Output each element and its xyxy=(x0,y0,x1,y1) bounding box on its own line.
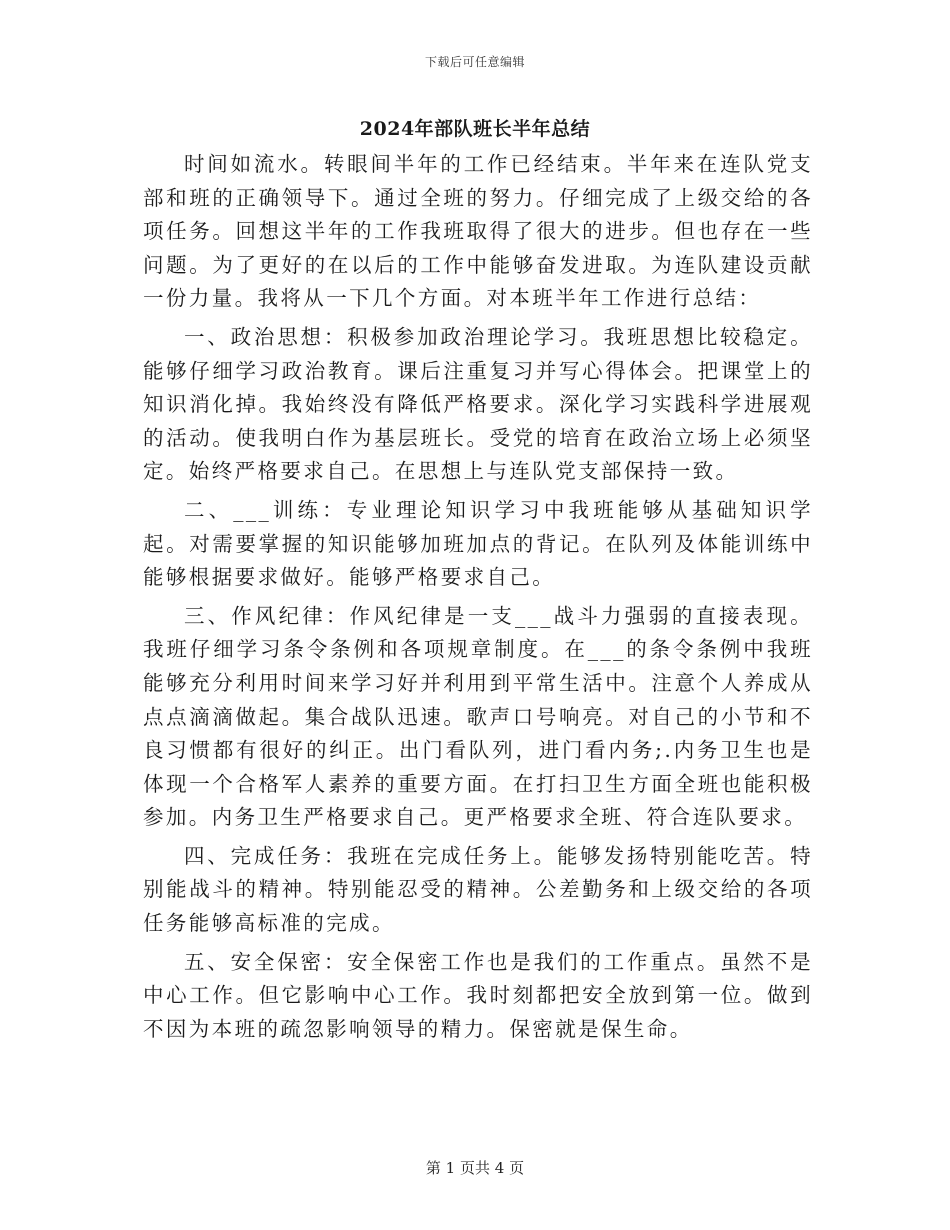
page-footer: 第 1 页共 4 页 xyxy=(425,1159,525,1177)
paragraph-discipline: 三、作风纪律：作风纪律是一支___战斗力强弱的直接表现。我班仔细学习条令条例和各项规章制度。在___的条令条例中我班能够充分利用时间来学习好并利用到平常生活中。注意个人养成从点点滴滴做起。集合战队迅速。歌声口号响亮。对自己的小节和不良习惯都有很好的纠正。出门看队列，进门看内务;.内务卫生也是体现一个合格军人素养的重要方面。在打扫卫生方面全班也能积极参加。内务卫生严格要求自己。更严格要求全班、符合连队要求。 xyxy=(143,603,813,830)
paragraph-tasks: 四、完成任务：我班在完成任务上。能够发扬特别能吃苦。特别能战斗的精神。特别能忍受的精神。公差勤务和上级交给的各项任务能够高标准的完成。 xyxy=(143,843,813,936)
paragraph-political-thought: 一、政治思想：积极参加政治理论学习。我班思想比较稳定。能够仔细学习政治教育。课后注重复习并写心得体会。把课堂上的知识消化掉。我始终没有降低严格要求。深化学习实践科学进展观的活动。使我明白作为基层班长。受党的培育在政治立场上必须坚定。始终严格要求自己。在思想上与连队党支部保持一致。 xyxy=(143,324,813,484)
document-title: 2024年部队班长半年总结 xyxy=(359,118,591,140)
header-note: 下载后可任意编辑 xyxy=(424,55,525,69)
paragraph-intro: 时间如流水。转眼间半年的工作已经结束。半年来在连队党支部和班的正确领导下。通过全班的努力。仔细完成了上级交给的各项任务。回想这半年的工作我班取得了很大的进步。但也存在一些问题。为了更好的在以后的工作中能够奋发进取。为连队建设贡献一份力量。我将从一下几个方面。对本班半年工作进行总结： xyxy=(143,152,813,311)
paragraph-security: 五、安全保密：安全保密工作也是我们的工作重点。虽然不是中心工作。但它影响中心工作。我时刻都把安全放到第一位。做到不因为本班的疏忽影响领导的精力。保密就是保生命。 xyxy=(143,949,813,1041)
document-body xyxy=(143,148,813,1051)
paragraph-training: 二、___训练：专业理论知识学习中我班能够从基础知识学起。对需要掌握的知识能够加班加点的背记。在队列及体能训练中能够根据要求做好。能够严格要求自己。 xyxy=(143,497,813,590)
